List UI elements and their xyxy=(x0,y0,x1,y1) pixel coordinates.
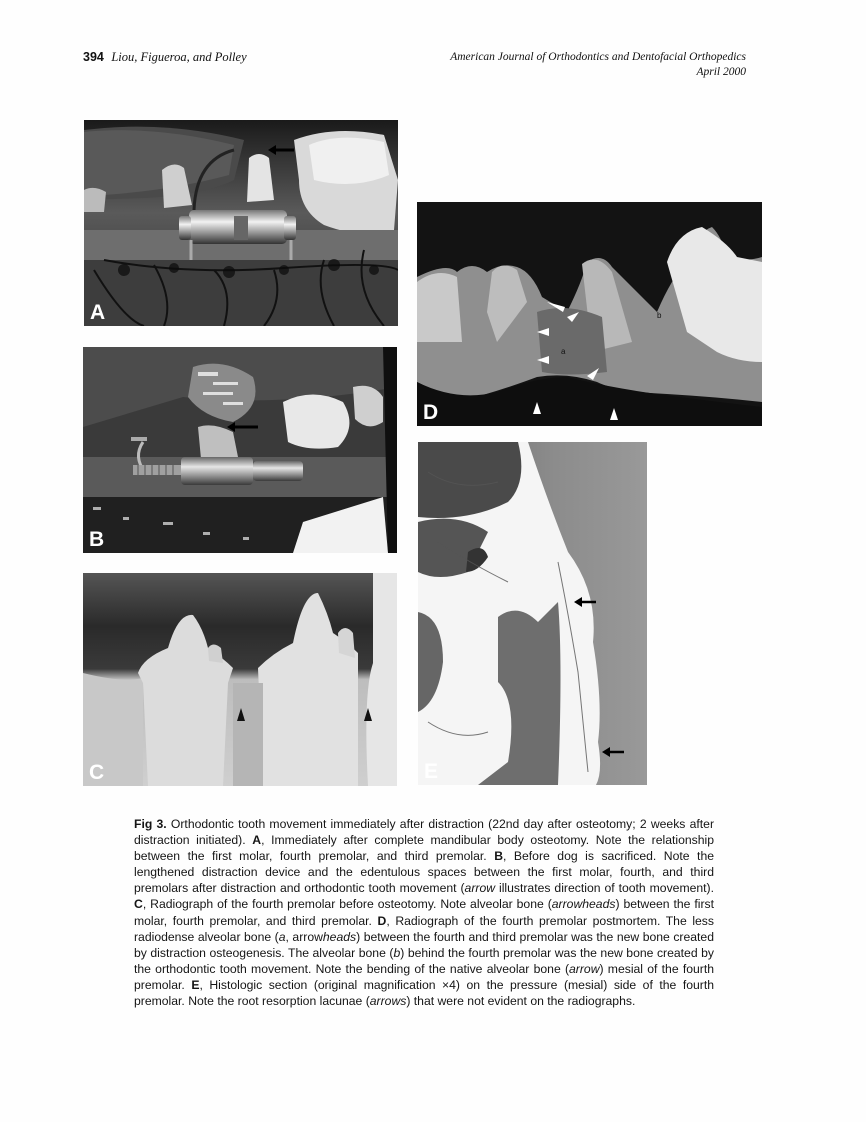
caption-italic: a xyxy=(278,929,286,944)
caption-panel-e-ref: E xyxy=(191,977,200,992)
figure-panel-c xyxy=(83,573,397,786)
figure-label: Fig 3. xyxy=(134,817,167,831)
caption-italic: b xyxy=(393,945,401,960)
journal-title: American Journal of Orthodontics and Dentofacial Orthopedics xyxy=(450,51,746,63)
caption-text: illustrates direction of tooth movement). xyxy=(495,881,714,896)
figure-panel-e xyxy=(418,442,647,785)
caption-panel-c-ref: C xyxy=(134,897,143,912)
caption-text: ) between the fourth and third premolar was the new bone created by distraction osteogenesis. The alveolar bone ( xyxy=(134,929,714,960)
caption-italic: arrow xyxy=(464,881,496,896)
radiograph-c xyxy=(83,573,397,786)
annotation-a: a xyxy=(561,347,566,356)
histology-e xyxy=(418,442,647,785)
annotation-b: b xyxy=(657,311,662,320)
clinical-photo-b xyxy=(83,347,397,553)
panel-label-c: C xyxy=(89,761,105,784)
panel-label-b: B xyxy=(89,528,105,551)
running-head-right xyxy=(450,50,746,80)
caption-panel-a-ref: A xyxy=(252,833,262,848)
panel-label-a: A xyxy=(90,301,106,324)
caption-text: , Radiograph of the fourth premolar before osteotomy. Note alveolar bone ( xyxy=(142,897,552,912)
panel-label-d: D xyxy=(423,401,439,424)
caption-text: , Immediately after complete mandibular body osteotomy. Note the relationship between the first molar, fourth premolar, and third premolar. xyxy=(134,833,715,864)
caption-text: ) mesial of the fourth premolar. xyxy=(134,961,714,992)
page-number: 394 xyxy=(83,50,104,64)
caption-italic: arrows xyxy=(369,994,407,1009)
caption-italic: heads xyxy=(322,929,357,944)
radiograph-d xyxy=(417,202,762,426)
figure-caption xyxy=(134,816,714,1009)
caption-panel-b-ref: B xyxy=(494,849,503,864)
caption-italic: arrowheads xyxy=(551,897,616,912)
caption-text: ) that were not evident on the radiographs. xyxy=(406,994,636,1009)
panel-label-e: E xyxy=(424,760,439,783)
running-head-left xyxy=(83,50,247,65)
caption-italic: arrow xyxy=(569,961,600,976)
figure-panel-d xyxy=(417,202,762,426)
caption-text: , arrow xyxy=(285,929,323,944)
figure-panel-a xyxy=(84,120,398,326)
caption-text: ) behind the fourth premolar was the new bone created by the orthodontic tooth movement. Note the bending of the native alveolar bone ( xyxy=(134,945,715,976)
caption-panel-d-ref: D xyxy=(377,913,387,928)
caption-text: , Histologic section (original magnification ×4) on the pressure (mesial) side of the fourth premolar. Note the root resorption lacunae ( xyxy=(134,977,714,1009)
caption-text: , Radiograph of the fourth premolar postmortem. The less radiodense alveolar bone ( xyxy=(134,913,714,944)
caption-text: ) between the first molar, fourth premolar, and third premolar. xyxy=(134,897,714,928)
authors: Liou, Figueroa, and Polley xyxy=(111,50,247,64)
caption-text: , Before dog is sacrificed. Note the lengthened distraction device and the edentulous spaces between the first molar, fourth, and third premolars after distraction and orthodontic tooth movement ( xyxy=(134,849,714,896)
caption-text: Orthodontic tooth movement immediately after distraction (22nd day after osteotomy; 2 weeks after distraction initiated). xyxy=(134,817,715,848)
clinical-photo-a xyxy=(84,120,398,326)
issue-date: April 2000 xyxy=(696,66,746,78)
figure-panel-b xyxy=(83,347,397,553)
